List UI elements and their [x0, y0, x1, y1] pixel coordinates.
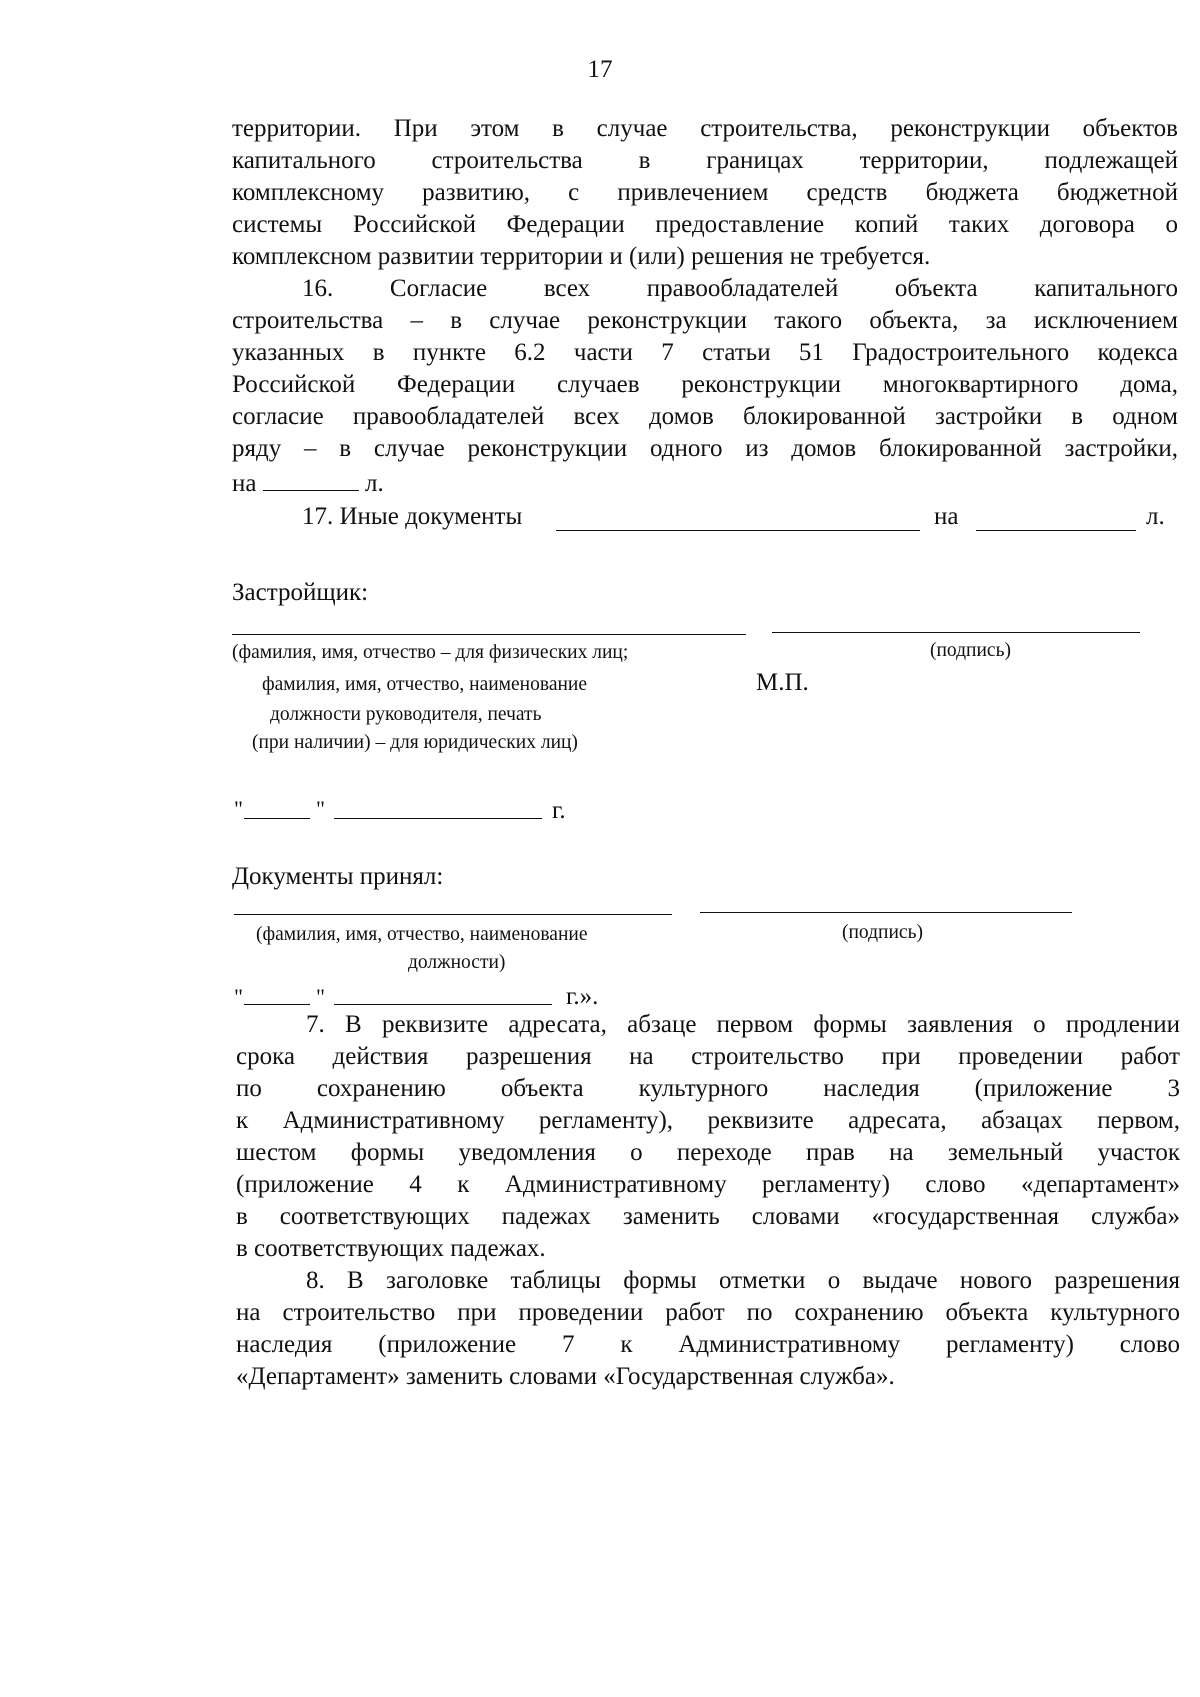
paragraph-line: комплексном развитии территории и (или) решения не требуется. [232, 243, 931, 270]
item-8-line: «Департамент» заменить словами «Государственная служба». [236, 1363, 895, 1390]
item-16-line: строительства – в случае реконструкции такого объекта, за исключением [232, 307, 1178, 334]
sheets-count-blank [263, 468, 359, 491]
item-16-line: Российской Федерации случаев реконструкции многоквартирного дома, [232, 371, 1178, 398]
other-documents-sheets-blank [976, 530, 1136, 531]
item-8-line: на строительство при проведении работ по сохранению объекта культурного [236, 1299, 1180, 1326]
sheets-word: л. [364, 470, 384, 497]
developer-day-blank [244, 818, 310, 819]
item-8-line: 8. В заголовке таблицы формы отметки о выдаче нового разрешения [306, 1267, 1180, 1294]
item-7-line: срока действия разрешения на строительство при проведении работ [236, 1043, 1180, 1070]
accepter-name-line [234, 914, 672, 915]
accepted-month-blank [334, 1004, 552, 1005]
accepted-day-blank [244, 1004, 310, 1005]
item-16-line: согласие правообладателей всех домов блокированной застройки в одном [232, 403, 1178, 430]
developer-signature-line [772, 632, 1140, 633]
paragraph-line: территории. При этом в случае строительства, реконструкции объектов [232, 115, 1178, 142]
accepted-title: Документы принял: [232, 863, 444, 890]
developer-year-suffix: г. [552, 797, 566, 824]
item-7-line: по сохранению объекта культурного наследия (приложение 3 [236, 1075, 1180, 1102]
item-7-line: шестом формы уведомления о переходе прав на земельный участок [236, 1139, 1180, 1166]
paragraph-line: комплексному развитию, с привлечением средств бюджета бюджетной [232, 179, 1178, 206]
item-16-line [232, 468, 384, 499]
item-7-line: (приложение 4 к Административному регламенту) слово «департамент» [236, 1171, 1180, 1198]
developer-caption-line: должности руководителя, печать [270, 704, 542, 725]
item-7-line: к Административному регламенту), реквизите адресата, абзацах первом, [236, 1107, 1180, 1134]
date-quote-open: " [234, 984, 243, 1009]
other-documents-blank [556, 530, 920, 531]
item-17-label: 17. Иные документы [302, 503, 523, 530]
date-quote-open: " [234, 796, 243, 821]
developer-month-blank [334, 818, 542, 819]
developer-signature-caption: (подпись) [930, 640, 1011, 661]
developer-title: Застройщик: [232, 579, 369, 606]
date-quote-close: " [316, 984, 325, 1009]
date-quote-close: " [316, 796, 325, 821]
developer-caption-line: (фамилия, имя, отчество – для физических лиц; [232, 642, 629, 663]
page-number: 17 [587, 56, 613, 83]
item-16-line: 16. Согласие всех правообладателей объекта капитального [302, 275, 1178, 302]
accepter-signature-line [700, 912, 1072, 913]
accepted-signature-caption: (подпись) [842, 922, 923, 943]
accepted-caption-line: (фамилия, имя, отчество, наименование [256, 924, 588, 945]
accepted-caption-line: должности) [408, 952, 506, 973]
developer-caption-line: (при наличии) – для юридических лиц) [252, 732, 578, 753]
item-7-line: в соответствующих падежах заменить словами «государственная служба» [236, 1203, 1180, 1230]
item-7-line: в соответствующих падежах. [236, 1235, 546, 1262]
accepted-year-suffix: г.». [566, 983, 599, 1010]
on-word: на [232, 470, 257, 497]
item-7-line: 7. В реквизите адресата, абзаце первом формы заявления о продлении [306, 1011, 1180, 1038]
item-17-on-word: на [934, 503, 959, 530]
paragraph-line: капитального строительства в границах территории, подлежащей [232, 147, 1178, 174]
item-16-line: указанных в пункте 6.2 части 7 статьи 51 Градостроительного кодекса [232, 339, 1178, 366]
paragraph-line: системы Российской Федерации предоставление копий таких договора о [232, 211, 1178, 238]
item-16-line: ряду – в случае реконструкции одного из домов блокированной застройки, [232, 435, 1178, 462]
stamp-place: М.П. [756, 669, 809, 696]
developer-caption-line: фамилия, имя, отчество, наименование [262, 674, 587, 695]
item-17-sheets-word: л. [1146, 503, 1165, 530]
developer-name-line [232, 634, 746, 635]
item-8-line: наследия (приложение 7 к Административному регламенту) слово [236, 1331, 1180, 1358]
